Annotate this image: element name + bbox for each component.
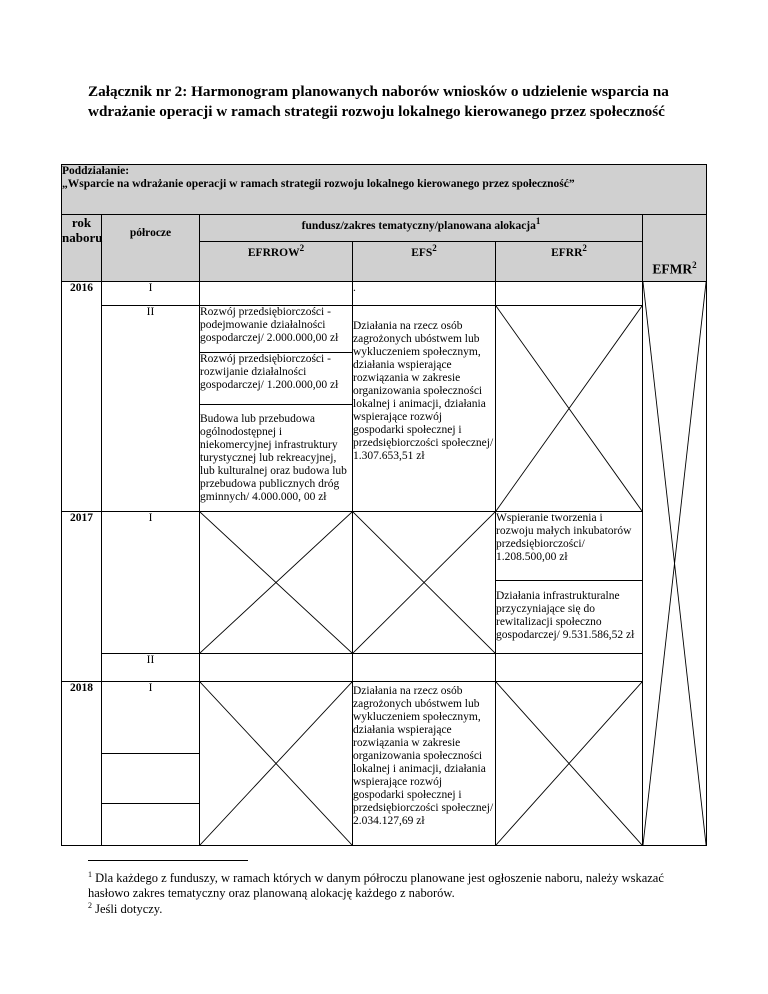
efrr-item-1: Wspieranie tworzenia i rozwoju małych inkubatorów przedsiębiorczości/ 1.208.500,00 zł (496, 512, 643, 581)
efs-2016-item: Działania na rzecz osób zagrożonych ubóstwem lub wykluczeniem społecznym, działania wspierające rozwiązania w zakresie organizowania społeczności lokalnej i animacji, działania wspierające rozwój gospodarki społecznej i przedsiębiorczości społecznej/ 1.307.653,51 zł (353, 306, 496, 512)
half-2017-2: II (102, 654, 200, 682)
efrrow-item-2: Rozwój przedsiębiorczości - rozwijanie działalności gospodarczej/ 1.200.000,00 zł (200, 353, 353, 405)
efrrow-item-3: Budowa lub przebudowa ogólnodostępnej i niekomercyjnej infrastruktury turystycznej lub rekreacyjnej, lub kulturalnej oraz budowa lub przebudowa publicznych dróg gminnych/ 4.000.000, 00 zł (200, 405, 353, 512)
header-efrr: EFRR$^2$ (496, 242, 643, 282)
subaction-name: „Wsparcie na wdrażanie operacji w ramach strategii rozwoju lokalnego kierowanego przez społeczność” (62, 178, 575, 190)
half-2017-1: I (102, 512, 200, 654)
header-fund-group: fundusz/zakres tematyczny/planowana alokacja$^1$ (200, 215, 643, 242)
header-efrrow: EFRROW$^2$ (200, 242, 353, 282)
cross-cell (353, 512, 496, 654)
cross-cell (496, 306, 643, 512)
cross-cell-efmr (643, 282, 707, 846)
half-2016-1: I (102, 282, 200, 306)
cell-empty (200, 282, 353, 306)
footnote-separator (88, 860, 248, 861)
header-efmr: EFMR$^2$ (643, 215, 707, 282)
year-2016: 2016 (62, 282, 102, 512)
year-2017: 2017 (62, 512, 102, 682)
subaction-label: Poddziałanie: (62, 165, 130, 177)
cell-empty (496, 654, 643, 682)
year-2018: 2018 (62, 682, 102, 846)
half-2016-2: II (102, 306, 200, 512)
cell-empty (102, 754, 200, 804)
cell-dot: . (353, 282, 496, 306)
cross-cell (200, 512, 353, 654)
half-2018-1: I (102, 682, 200, 754)
header-efs: EFS$^2$ (353, 242, 496, 282)
header-year: rok naboru (62, 215, 102, 282)
subaction-cell (62, 165, 707, 215)
efrrow-item-1: Rozwój przedsiębiorczości - podejmowanie działalności gospodarczej/ 2.000.000,00 zł (200, 306, 353, 353)
cell-empty (353, 654, 496, 682)
schedule-table (61, 164, 707, 846)
efs-2018-item: Działania na rzecz osób zagrożonych ubóstwem lub wykluczeniem społecznym, działania wspierające rozwiązania w zakresie organizowania społeczności lokalnej i animacji, działania wspierające rozwój gospodarki społecznej i przedsiębiorczości społecznej/ 2.034.127,69 zł (353, 682, 496, 846)
cell-empty (102, 804, 200, 846)
page-title: Załącznik nr 2: Harmonogram planowanych naborów wniosków o udzielenie wsparcia na wdrażanie operacji w ramach strategii rozwoju lokalnego kierowanego przez społeczność (88, 83, 669, 120)
header-half: półrocze (102, 215, 200, 282)
cross-cell (200, 682, 353, 846)
footnote-2: $^2$ Jeśli dotyczy. (88, 901, 163, 917)
cross-cell (496, 682, 643, 846)
cell-empty (496, 282, 643, 306)
efrr-item-2: Działania infrastrukturalne przyczyniające się do rewitalizacji społeczno gospodarczej/ 9.531.586,52 zł (496, 581, 643, 654)
cell-empty (200, 654, 353, 682)
footnote-1: $^1$ Dla każdego z funduszy, w ramach których w danym półroczu planowane jest ogłoszenie naboru, należy wskazać hasłowo zakres tematyczny oraz planowaną alokację każdego z naborów. (88, 870, 664, 901)
